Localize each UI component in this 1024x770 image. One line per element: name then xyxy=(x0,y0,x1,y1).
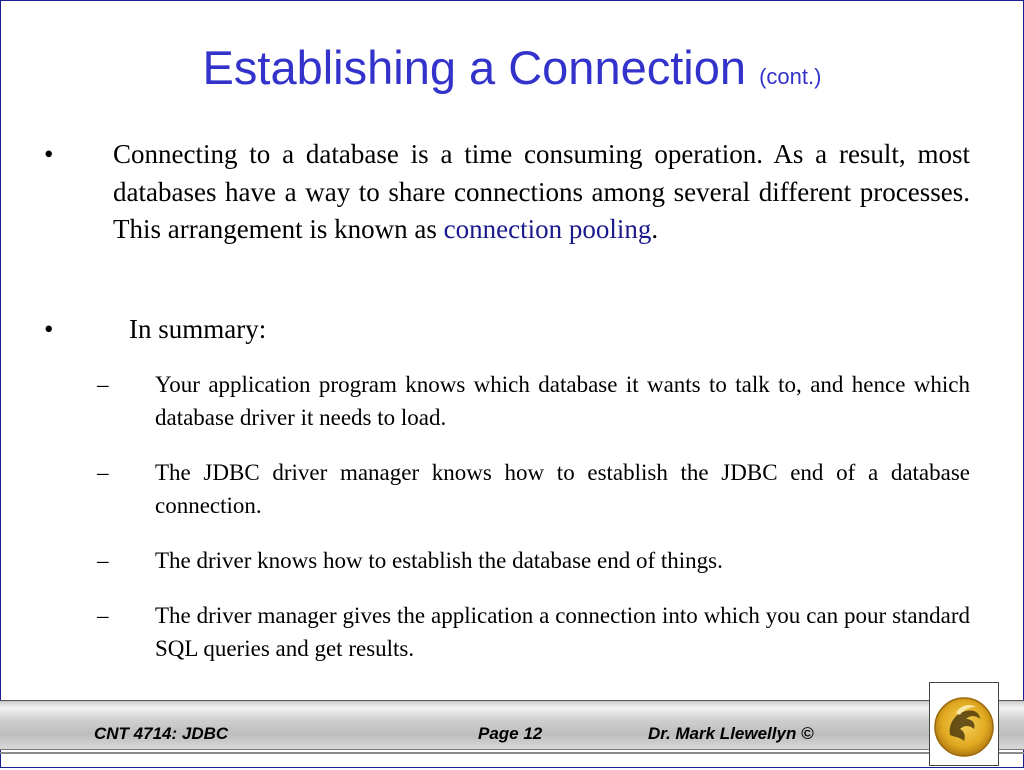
bullet-text-before: Connecting to a database is a time consuming operation. As a result, most databases have a way to share connections among several different processes. This arrangement is known as xyxy=(113,139,970,244)
bullet-text xyxy=(113,136,970,249)
footer-author: Dr. Mark Llewellyn © xyxy=(648,724,814,743)
sub-bullet-text: The driver knows how to establish the database end of things. xyxy=(155,548,723,573)
slide-title xyxy=(0,36,1024,109)
bullet-marker: • xyxy=(44,314,54,344)
bullet-marker: • xyxy=(44,139,54,169)
sub-bullet-text: The driver manager gives the application a connection into which you can pour standard SQL queries and get results. xyxy=(155,603,970,661)
bullet-text-after: . xyxy=(651,214,659,244)
title-main: Establishing a Connection xyxy=(202,41,747,94)
sub-bullet-text: Your application program knows which database it wants to talk to, and hence which database driver it needs to load. xyxy=(155,372,970,430)
dash-marker: – xyxy=(97,372,109,397)
pegasus-logo-icon xyxy=(930,683,998,765)
footer-divider xyxy=(0,752,1024,754)
highlight-term: connection pooling xyxy=(443,214,652,244)
sub-bullet-text: The JDBC driver manager knows how to establish the JDBC end of a database connection. xyxy=(155,460,970,518)
dash-marker: – xyxy=(97,460,109,485)
bullet-item xyxy=(44,311,970,349)
title-suffix: (cont.) xyxy=(759,64,822,89)
bullet-item xyxy=(44,136,970,249)
footer-course: CNT 4714: JDBC xyxy=(94,724,229,743)
dash-marker: – xyxy=(97,603,109,628)
logo-frame xyxy=(929,682,999,766)
bullet-text: In summary: xyxy=(129,314,267,344)
dash-marker: – xyxy=(97,548,109,573)
footer-page: Page 12 xyxy=(478,724,543,743)
